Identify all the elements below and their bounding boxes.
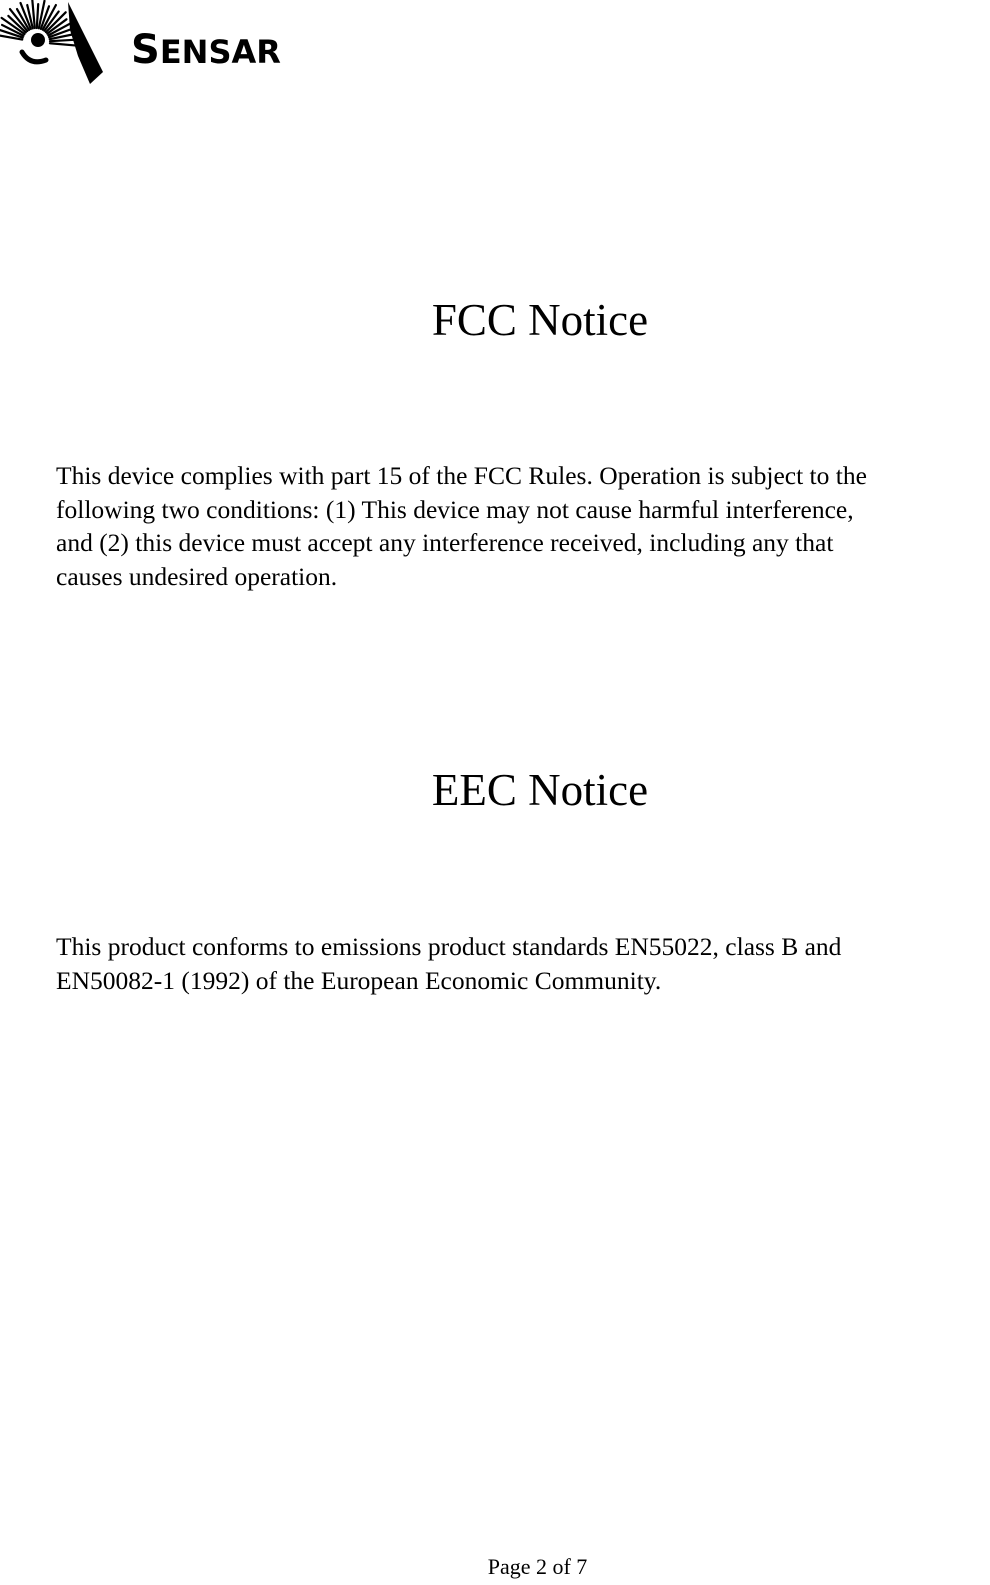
page-number: Page 2 of 7 — [487, 1554, 588, 1579]
fcc-notice-title: FCC Notice — [431, 295, 649, 345]
sensar-logo — [0, 0, 290, 90]
fcc-notice-paragraph — [56, 459, 986, 593]
logo-wordmark: SENSAR — [131, 27, 281, 73]
fcc-line: This device complies with part 15 of the FCC Rules. Operation is subject to the — [56, 461, 867, 490]
fcc-line: and (2) this device must accept any interference received, including any that — [56, 528, 834, 557]
logo-ray — [37, 4, 38, 28]
eec-line: This product conforms to emissions product standards EN55022, class B and — [56, 932, 842, 961]
fcc-line: causes undesired operation. — [56, 561, 338, 591]
eec-line: EN50082-1 (1992) of the European Economic Community. — [56, 965, 662, 995]
logo-ray — [50, 40, 74, 41]
fcc-line: following two conditions: (1) This device may not cause harmful interference, — [56, 494, 854, 524]
logo-wedge — [68, 2, 103, 84]
logo-arc — [22, 52, 46, 62]
eec-notice-title: EEC Notice — [431, 765, 649, 815]
logo-eye — [31, 33, 45, 47]
eec-notice-paragraph — [56, 930, 986, 997]
logo-ray — [50, 43, 78, 45]
sensar-sunburst-icon — [0, 0, 120, 90]
